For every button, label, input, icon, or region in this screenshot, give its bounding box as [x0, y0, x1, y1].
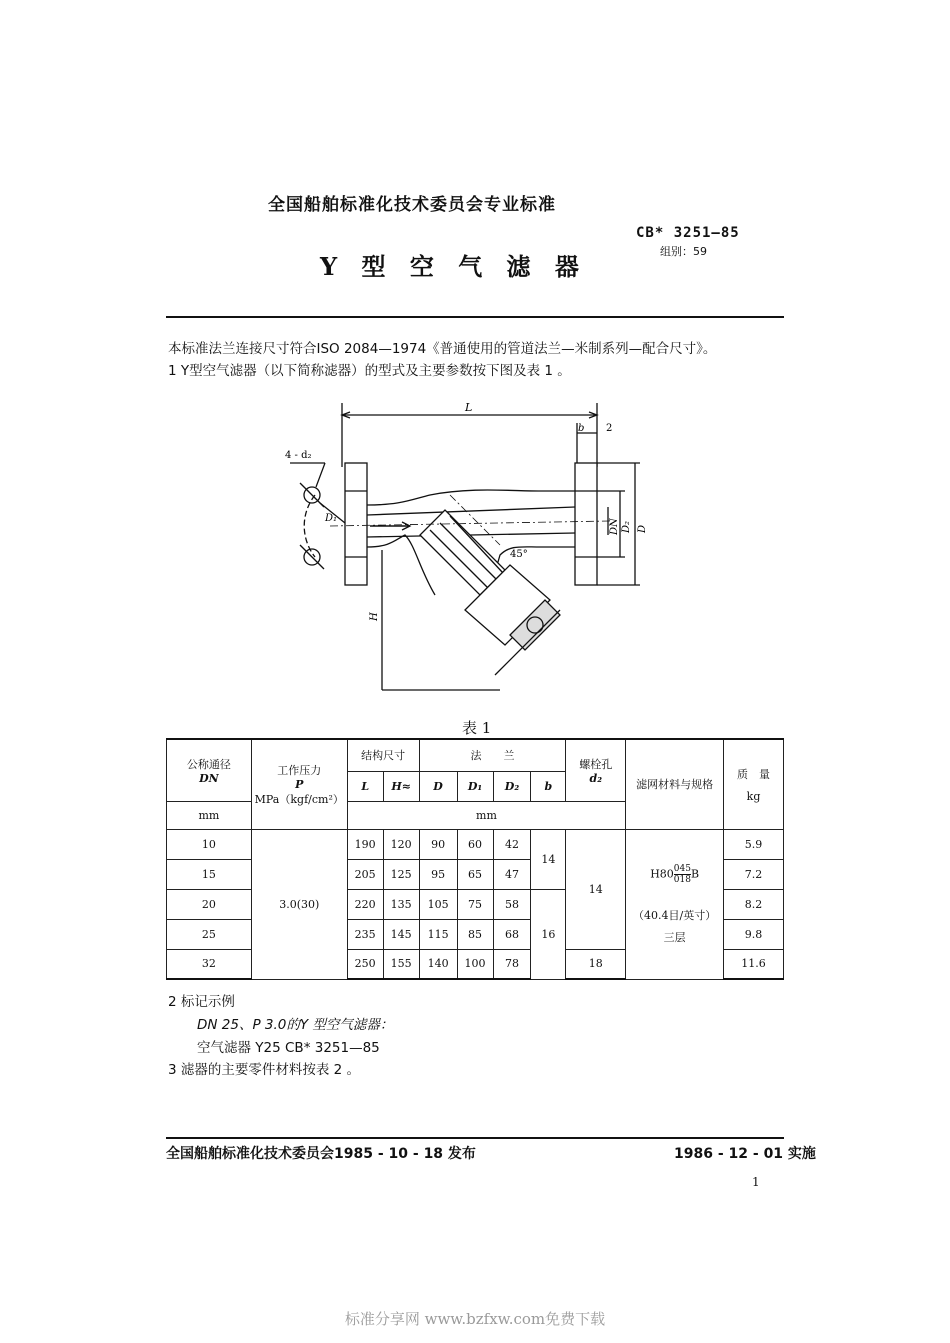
unit-mm-mid: mm	[347, 801, 626, 829]
dim-D2-label: D₂	[621, 520, 632, 533]
header-mesh: 滤网材料与规格	[626, 739, 724, 829]
intro-line-2: 1 Y型空气滤器（以下简称滤器）的型式及主要参数按下图及表 1 。	[168, 363, 571, 379]
issue-date: 全国船舶标准化技术委员会1985 - 10 - 18 发布	[166, 1146, 476, 1162]
watermark: 标准分享网 www.bzfxw.com免费下载	[344, 1310, 606, 1328]
dim-D1-label: D₁	[325, 513, 338, 524]
mesh-spec: H80 $\frac{045}{018}$ B （40.4目/英寸） 三层	[626, 829, 724, 979]
section-2-title: 2 标记示例	[168, 994, 235, 1010]
drawing-lines	[290, 403, 640, 690]
header-pressure: 工作压力 P MPa（kgf/cm²）	[251, 739, 347, 829]
table-row: 20 220 135 105 75 58 16 8.2	[167, 889, 784, 919]
section-3-text: 3 滤器的主要零件材料按表 2 。	[168, 1062, 361, 1078]
committee-heading: 全国船舶标准化技术委员会专业标准	[268, 195, 556, 215]
dim-DN-label: DN	[609, 518, 620, 535]
bolt-holes-label: 4 - d₂	[285, 450, 312, 461]
page-number: 1	[752, 1175, 760, 1189]
header-dn: 公称通径 DN	[167, 739, 252, 801]
effective-date: 1986 - 12 - 01 实施	[674, 1146, 816, 1162]
pressure-value: 3.0(30)	[251, 829, 347, 979]
header-D1: D₁	[457, 771, 493, 801]
section-2-marking: 空气滤器 Y25 CB* 3251—85	[197, 1040, 380, 1056]
table-caption: 表 1	[462, 719, 492, 737]
parameter-table	[166, 738, 784, 980]
y-filter-drawing	[270, 395, 670, 695]
dim-L-label: L	[465, 401, 473, 414]
dim-b-label: b	[578, 423, 585, 434]
header-struct: 结构尺寸	[347, 739, 419, 771]
dim-2-label: 2	[606, 423, 613, 434]
b-value-2: 16	[531, 889, 566, 979]
d2-value-2: 18	[566, 949, 626, 979]
standard-code: CB* 3251—85	[636, 225, 740, 241]
footer-rule	[166, 1137, 784, 1139]
d2-value-1: 14	[566, 829, 626, 949]
header-flange: 法 兰	[419, 739, 566, 771]
header-bolt: 螺栓孔 d₂	[566, 739, 626, 801]
header-H: H≈	[383, 771, 419, 801]
header-b: b	[531, 771, 566, 801]
mesh-fraction: $\frac{045}{018}$	[673, 863, 691, 885]
table-row: 15 205 125 95 65 47 7.2	[167, 859, 784, 889]
header-L: L	[347, 771, 383, 801]
table-row: 10 3.0(30) 190 120 90 60 42 14 14 H80 $\frac{045}{018}$ B （40.4目/英寸） 三层 5.9	[167, 829, 784, 859]
angle-label: 45°	[510, 549, 528, 560]
dim-D-label: D	[637, 524, 648, 533]
intro-line-1: 本标准法兰连接尺寸符合ISO 2084—1974《普通使用的管道法兰—米制系列—配合尺寸》。	[168, 341, 717, 357]
header-rule	[166, 316, 784, 318]
group-number: 组别：59	[660, 245, 707, 258]
header-mass: 质 量 kg	[724, 739, 784, 829]
document-title: Y 型 空 气 滤 器	[320, 252, 587, 281]
header-D2: D₂	[493, 771, 531, 801]
dim-H-label: H	[369, 612, 380, 621]
table-row: 25 235 145 115 85 68 9.8	[167, 919, 784, 949]
header-D: D	[419, 771, 457, 801]
section-2-example: DN 25、P 3.0的Y 型空气滤器：	[197, 1017, 394, 1033]
unit-mm-left: mm	[167, 801, 252, 829]
b-value-1: 14	[531, 829, 566, 889]
table-row: 32 250 155 140 100 78 18 11.6	[167, 949, 784, 979]
